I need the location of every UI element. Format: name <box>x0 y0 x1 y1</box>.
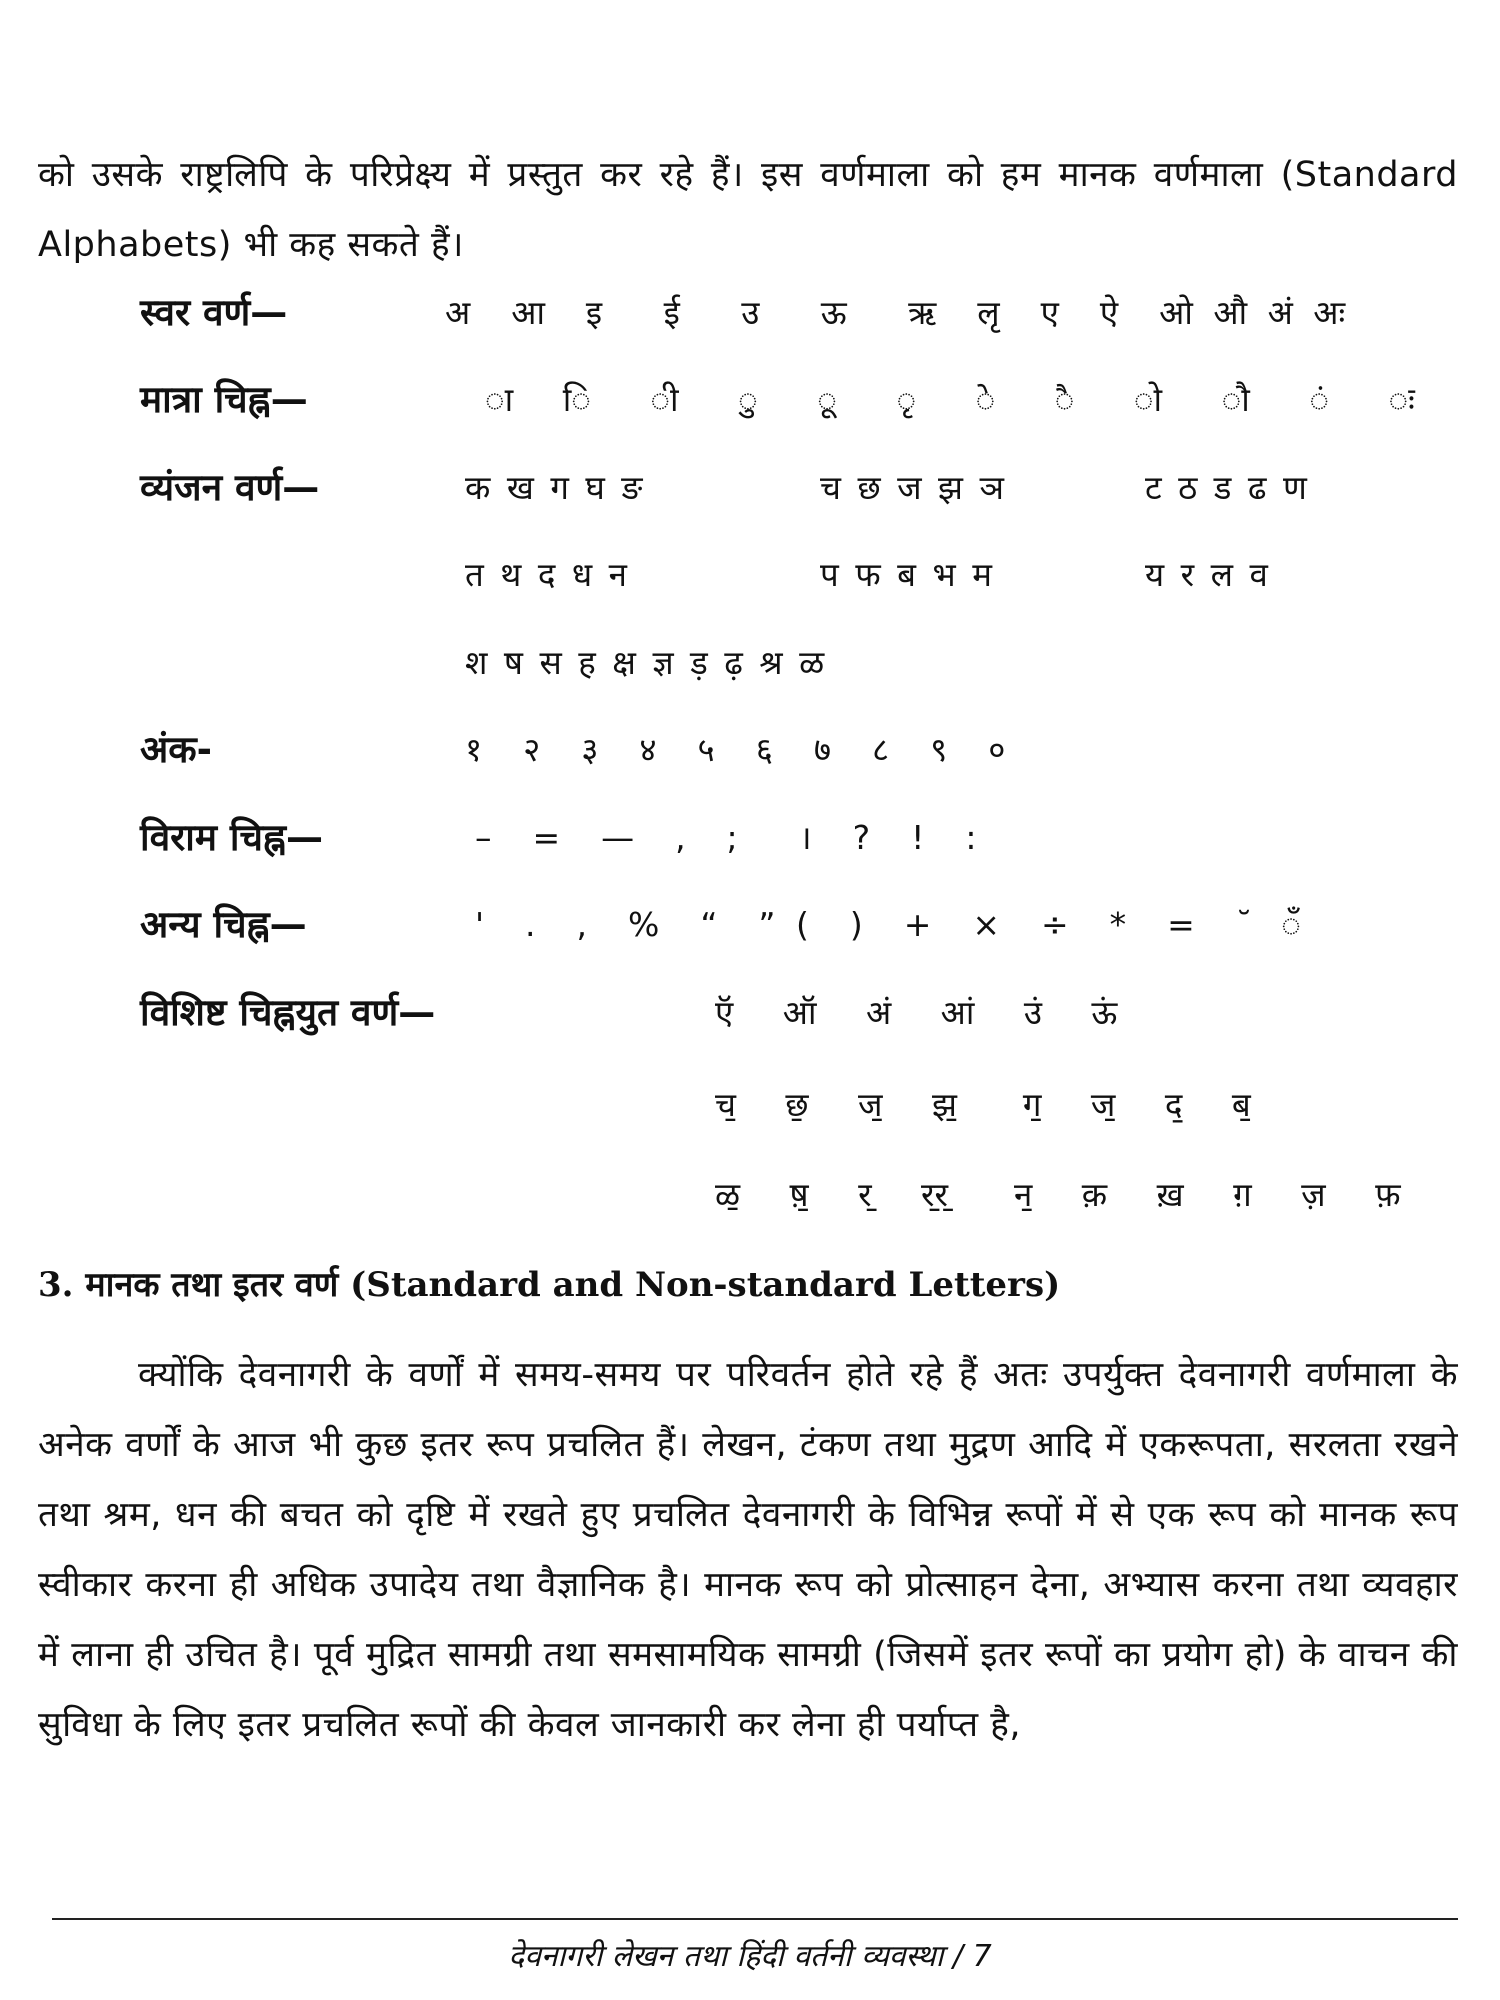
anya-value: ' . , % “ ” ( ) + × ÷ * = ˘ ँ <box>475 905 1311 944</box>
vyanjan-group: य र ल व <box>1145 555 1268 594</box>
footer-divider <box>52 1918 1458 1920</box>
swar-row <box>140 278 1460 348</box>
vyanjan-group: क ख ग घ ङ <box>465 468 643 507</box>
vishisht-row-3 <box>140 1160 1460 1230</box>
ank-label: अंक- <box>140 728 213 771</box>
vishisht-label: विशिष्ट चिह्नयुत वर्ण— <box>140 991 436 1034</box>
ank-value: १ २ ३ ४ ५ ६ ७ ८ ९ ० <box>465 730 1006 769</box>
vishisht-value: ळ̱ ष़̱ र̱ र̱र̱ न̱ क़ ख़ ग़ ज़ फ़ <box>715 1175 1401 1214</box>
vyanjan-group: श ष स ह क्ष ज्ञ ड़ ढ़ श्र ळ <box>465 643 825 682</box>
swar-label: स्वर वर्ण— <box>140 291 288 334</box>
vyanjan-group: प फ ब भ म <box>820 555 992 594</box>
swar-value: अ आ इ ई उ ऊ ऋ लृ ए ऐ ओ औ अं अः <box>445 293 1346 332</box>
viram-value: – = — , ; । ? ! : <box>475 818 977 857</box>
anya-row <box>140 890 1460 960</box>
viram-row <box>140 803 1460 873</box>
vyanjan-row-2 <box>140 540 1460 610</box>
vishisht-row-2 <box>140 1070 1460 1140</box>
viram-label: विराम चिह्न— <box>140 816 323 859</box>
vishisht-row-1 <box>140 978 1460 1048</box>
ank-row <box>140 715 1460 785</box>
anya-label: अन्य चिह्न— <box>140 903 307 946</box>
vyanjan-row-1 <box>140 453 1460 523</box>
vyanjan-row-3 <box>140 628 1460 698</box>
vyanjan-group: च छ ज झ ञ <box>820 468 1004 507</box>
matra-value: ा ि ी ु ू ृ े ै ो ौ ं ः <box>485 380 1425 419</box>
vyanjan-label: व्यंजन वर्ण— <box>140 466 320 509</box>
vyanjan-group: ट ठ ड ढ ण <box>1145 468 1307 507</box>
section-heading: 3. मानक तथा इतर वर्ण (Standard and Non-standard Letters) <box>38 1265 1061 1305</box>
vyanjan-group: त थ द ध न <box>465 555 627 594</box>
body-paragraph: क्योंकि देवनागरी के वर्णों में समय-समय पर परिवर्तन होते रहे हैं अतः उपर्युक्त देवनागरी वर्णमाला के अनेक वर्णों के आज भी कुछ इतर रूप प्रचलित हैं। लेखन, टंकण तथा मुद्रण आदि में एकरूपता, सरलता रखने तथा श्रम, धन की बचत को दृष्टि में रखते हुए प्रचलित देवनागरी के विभिन्न रूपों में से एक रूप को मानक रूप स्वीकार करना ही अधिक उपादेय तथा वैज्ञानिक है। मानक रूप को प्रोत्साहन देना, अभ्यास करना तथा व्यवहार में लाना ही उचित है। पूर्व मुद्रित सामग्री तथा समसामयिक सामग्री (जिसमें इतर रूपों का प्रयोग हो) के वाचन की सुविधा के लिए इतर प्रचलित रूपों की केवल जानकारी कर लेना ही पर्याप्त है, <box>38 1355 1458 1745</box>
matra-row <box>140 365 1460 435</box>
vishisht-value: ऍ ऑ अं आं उं ऊं <box>715 993 1118 1032</box>
intro-paragraph: को उसके राष्ट्रलिपि के परिप्रेक्ष्य में प्रस्तुत कर रहे हैं। इस वर्णमाला को हम मानक वर्णमाला (Standard Alphabets) भी कह सकते हैं। <box>38 155 1458 265</box>
matra-label: मात्रा चिह्न— <box>140 378 308 421</box>
page-footer: देवनागरी लेखन तथा हिंदी वर्तनी व्यवस्था / 7 <box>508 1939 992 1974</box>
vishisht-value: च̱ छ̱ ज̱ झ̱ ग̱ ज̱ द̱ ब̱ <box>715 1085 1251 1124</box>
